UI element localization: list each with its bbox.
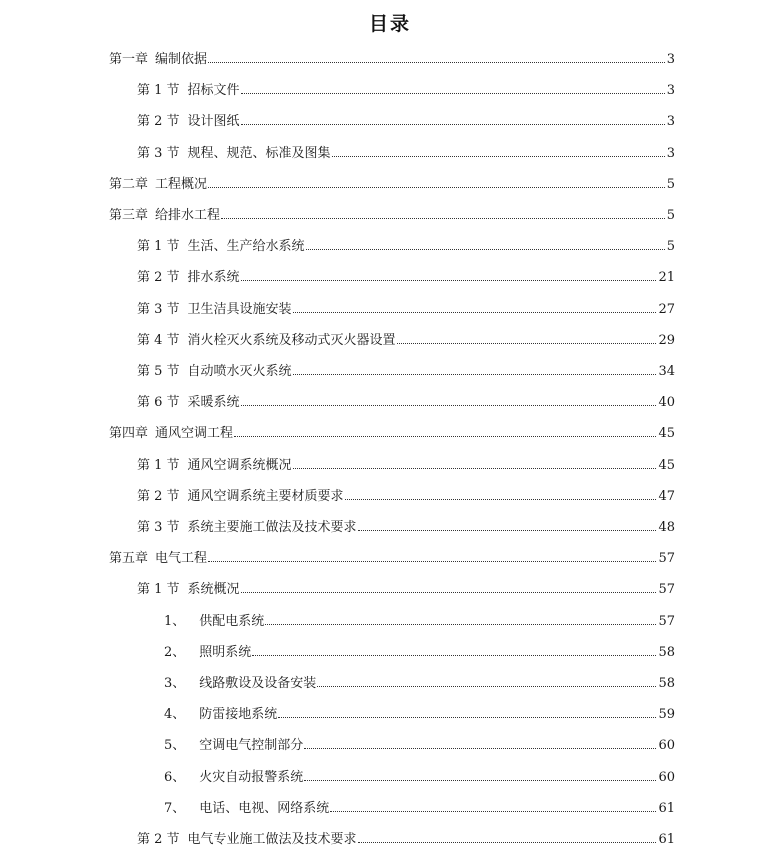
toc-entry[interactable]	[109, 206, 675, 226]
toc-entry[interactable]	[109, 175, 675, 195]
toc-entry-number: 第 2 节	[137, 270, 180, 286]
toc-entry-number: 第 3 节	[137, 145, 180, 161]
toc-entry[interactable]	[137, 518, 675, 538]
toc-entry-page: 3	[666, 83, 675, 99]
toc-entry[interactable]	[164, 705, 675, 725]
dot-leader	[293, 374, 657, 375]
toc-entry-text: 系统概况	[187, 582, 240, 598]
toc-entry-text: 线路敷设及设备安装	[199, 676, 317, 691]
toc-entry-number: 第一章	[109, 52, 149, 67]
toc-entry-number: 第 1 节	[137, 239, 180, 255]
toc-entry-text: 采暖系统	[187, 395, 240, 411]
toc-entry-text: 规程、规范、标准及图集	[187, 145, 331, 161]
toc-entry[interactable]	[137, 331, 675, 351]
toc-entry-text: 供配电系统	[199, 613, 265, 629]
dot-leader	[358, 842, 657, 843]
toc-entry-page: 57	[658, 551, 675, 567]
toc-entry-text: 消火栓灭火系统及移动式灭火器设置	[187, 332, 396, 348]
toc-entry-page: 3	[666, 114, 675, 130]
toc-entry-number: 第 6 节	[137, 395, 180, 411]
toc-entry-text: 电气专业施工做法及技术要求	[187, 832, 357, 847]
dot-leader	[241, 93, 665, 94]
toc-entry-page: 58	[658, 676, 675, 691]
toc-entry[interactable]	[137, 112, 675, 132]
toc-entry[interactable]	[164, 643, 675, 663]
dot-leader	[330, 811, 656, 812]
toc-entry[interactable]	[137, 393, 675, 413]
toc-entry-text: 工程概况	[155, 176, 208, 192]
toc-entry-page: 45	[658, 457, 675, 473]
toc-entry-page: 59	[658, 707, 675, 723]
dot-leader	[317, 686, 656, 687]
toc-entry-text: 电话、电视、网络系统	[199, 800, 330, 816]
toc-entry[interactable]	[164, 799, 675, 819]
toc-entry-text: 空调电气控制部分	[199, 738, 304, 754]
toc-entry-text: 电气工程	[155, 551, 208, 567]
toc-entry-text: 照明系统	[199, 644, 252, 660]
dot-leader	[304, 780, 656, 781]
toc-entry[interactable]	[137, 362, 675, 382]
dot-leader	[358, 530, 657, 531]
toc-entry-text: 生活、生产给水系统	[187, 239, 305, 255]
toc-entry-page: 3	[666, 52, 675, 67]
dot-leader	[208, 561, 656, 562]
toc-entry-text: 编制依据	[155, 52, 208, 67]
toc-entry[interactable]	[164, 612, 675, 632]
toc-entry-number: 第 1 节	[137, 83, 180, 99]
toc-entry[interactable]	[109, 549, 675, 569]
toc-entry-page: 27	[658, 301, 675, 317]
toc-entry[interactable]	[137, 580, 675, 600]
dot-leader	[345, 499, 657, 500]
toc-entry-number: 第 1 节	[137, 582, 180, 598]
toc-entry-text: 自动喷水灭火系统	[187, 364, 292, 379]
toc-entry-number: 4、	[164, 707, 186, 723]
dot-leader	[265, 624, 656, 625]
dot-leader	[332, 156, 665, 157]
dot-leader	[221, 218, 665, 219]
toc-entry-page: 3	[666, 145, 675, 161]
toc-entry[interactable]	[137, 144, 675, 164]
toc-entry-number: 2、	[164, 644, 186, 660]
toc-entry-number: 第 3 节	[137, 301, 180, 317]
toc-entry-number: 6、	[164, 769, 186, 785]
dot-leader	[208, 187, 665, 188]
toc-entry-number: 7、	[164, 800, 186, 816]
dot-leader	[234, 436, 656, 437]
dot-leader	[208, 62, 665, 63]
toc-entry-page: 34	[658, 364, 675, 379]
toc-entry-page: 57	[658, 582, 675, 598]
toc-entry-number: 第四章	[109, 426, 149, 442]
toc-entry[interactable]	[137, 81, 675, 101]
toc-entry[interactable]	[137, 300, 675, 320]
toc-entry-number: 3、	[164, 676, 186, 691]
toc-entry-number: 第 2 节	[137, 832, 180, 847]
toc-entry[interactable]	[137, 237, 675, 257]
dot-leader	[241, 405, 657, 406]
toc-entry-page: 60	[658, 738, 675, 754]
toc-entry[interactable]	[137, 830, 675, 850]
dot-leader	[293, 312, 657, 313]
toc-entry-text: 招标文件	[187, 83, 240, 99]
dot-leader	[397, 343, 657, 344]
toc-entry[interactable]	[164, 736, 675, 756]
toc-entry-number: 第 1 节	[137, 457, 180, 473]
toc-entry[interactable]	[109, 424, 675, 444]
toc-entry-page: 5	[666, 176, 675, 192]
toc-entry-page: 57	[658, 613, 675, 629]
dot-leader	[241, 280, 657, 281]
toc-entry-text: 防雷接地系统	[199, 707, 278, 723]
toc-entry-page: 61	[658, 800, 675, 816]
toc-entry[interactable]	[137, 487, 675, 507]
toc-title: 目录	[368, 13, 411, 35]
toc-entry-number: 第 4 节	[137, 332, 180, 348]
toc-entry-page: 61	[658, 832, 675, 847]
toc-entry-number: 第 2 节	[137, 114, 180, 130]
toc-entry-text: 通风空调系统主要材质要求	[187, 488, 344, 504]
toc-entry-page: 58	[658, 644, 675, 660]
toc-entry-number: 第 3 节	[137, 520, 180, 535]
toc-entry[interactable]	[137, 456, 675, 476]
dot-leader	[278, 717, 656, 718]
toc-entry-text: 排水系统	[187, 270, 240, 286]
dot-leader	[306, 249, 665, 250]
toc-entry[interactable]	[137, 268, 675, 288]
toc-entry-page: 29	[658, 332, 675, 348]
toc-entry-page: 21	[658, 270, 675, 286]
dot-leader	[241, 592, 657, 593]
toc-entry-number: 第 2 节	[137, 488, 180, 504]
toc-entry-number: 第 5 节	[137, 364, 180, 379]
toc-entry-page: 47	[658, 488, 675, 504]
toc-entry-page: 5	[666, 239, 675, 255]
toc-entry[interactable]	[109, 50, 675, 70]
toc-entry-text: 通风空调系统概况	[187, 457, 292, 473]
toc-entry-text: 火灾自动报警系统	[199, 769, 304, 785]
toc-entry-page: 40	[658, 395, 675, 411]
toc-entry[interactable]	[164, 768, 675, 788]
toc-entry-text: 通风空调工程	[155, 426, 234, 442]
toc-entry-number: 第三章	[109, 208, 149, 223]
toc-entry-text: 卫生洁具设施安装	[187, 301, 292, 317]
toc-entry-number: 第五章	[109, 551, 149, 567]
dot-leader	[293, 468, 657, 469]
dot-leader	[252, 655, 656, 656]
toc-entry-page: 45	[658, 426, 675, 442]
dot-leader	[241, 124, 665, 125]
toc-entry-page: 60	[658, 769, 675, 785]
toc-entry-text: 设计图纸	[187, 114, 240, 130]
toc-entry-number: 5、	[164, 738, 186, 754]
dot-leader	[304, 748, 656, 749]
toc-entry-number: 第二章	[109, 176, 149, 192]
toc-entry-text: 系统主要施工做法及技术要求	[187, 520, 357, 535]
toc-entry-text: 给排水工程	[155, 208, 221, 223]
toc-entry[interactable]	[164, 674, 675, 694]
toc-entry-number: 1、	[164, 613, 186, 629]
toc-entry-page: 5	[666, 208, 675, 223]
toc-entry-page: 48	[658, 520, 675, 535]
